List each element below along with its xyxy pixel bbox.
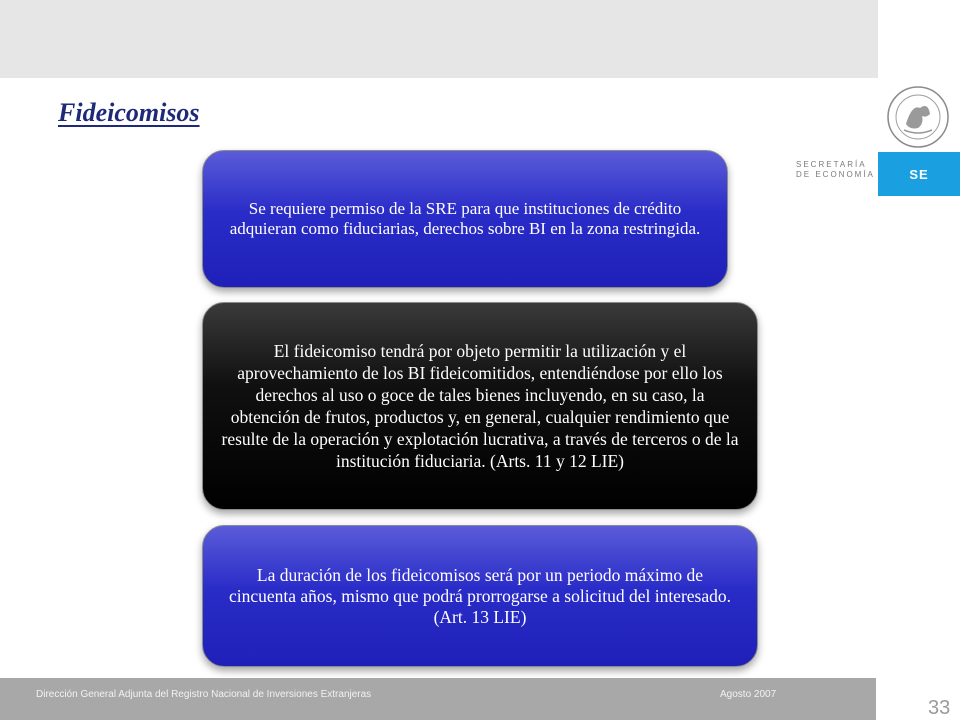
page-number: 33 — [928, 697, 951, 719]
info-box-3-text: La duración de los fideicomisos será por un periodo máximo de cincuenta años, mismo que podrá prorrogarse a solicitud del interesado. (Art. 13 LIE) — [229, 564, 731, 627]
info-box-2 — [202, 302, 758, 510]
se-badge: SE — [878, 152, 960, 196]
footer-date: Agosto 2007 — [720, 689, 777, 700]
info-box-2-text: El fideicomiso tendrá por objeto permitir la utilización y el aprovechamiento de los BI fideicomitidos, entendiéndose por ello los derechos al uso o goce de tales bienes incluyendo, en su caso, la obtención de frutos, productos y, en general, cualquier rendimiento que resulte de la operación y explotación lucrativa, a través de terceros o de la institución fiduciaria. (Arts. 11 y 12 LIE) — [221, 341, 739, 471]
ministry-name — [796, 160, 876, 180]
info-box-3 — [202, 525, 758, 667]
ministry-line-1: SECRETARÍA — [796, 160, 867, 169]
top-banner — [0, 0, 878, 78]
ministry-line-2: DE ECONOMÍA — [796, 170, 875, 179]
info-box-1-text: Se requiere permiso de la SRE para que instituciones de crédito adquieran como fiduciarias, derechos sobre BI en la zona restringida. — [229, 199, 701, 238]
coat-of-arms-seal-icon — [880, 84, 956, 150]
info-box-1 — [202, 150, 728, 288]
page-title: Fideicomisos — [58, 98, 200, 127]
footer-organization: Dirección General Adjunta del Registro Nacional de Inversiones Extranjeras — [36, 689, 372, 700]
